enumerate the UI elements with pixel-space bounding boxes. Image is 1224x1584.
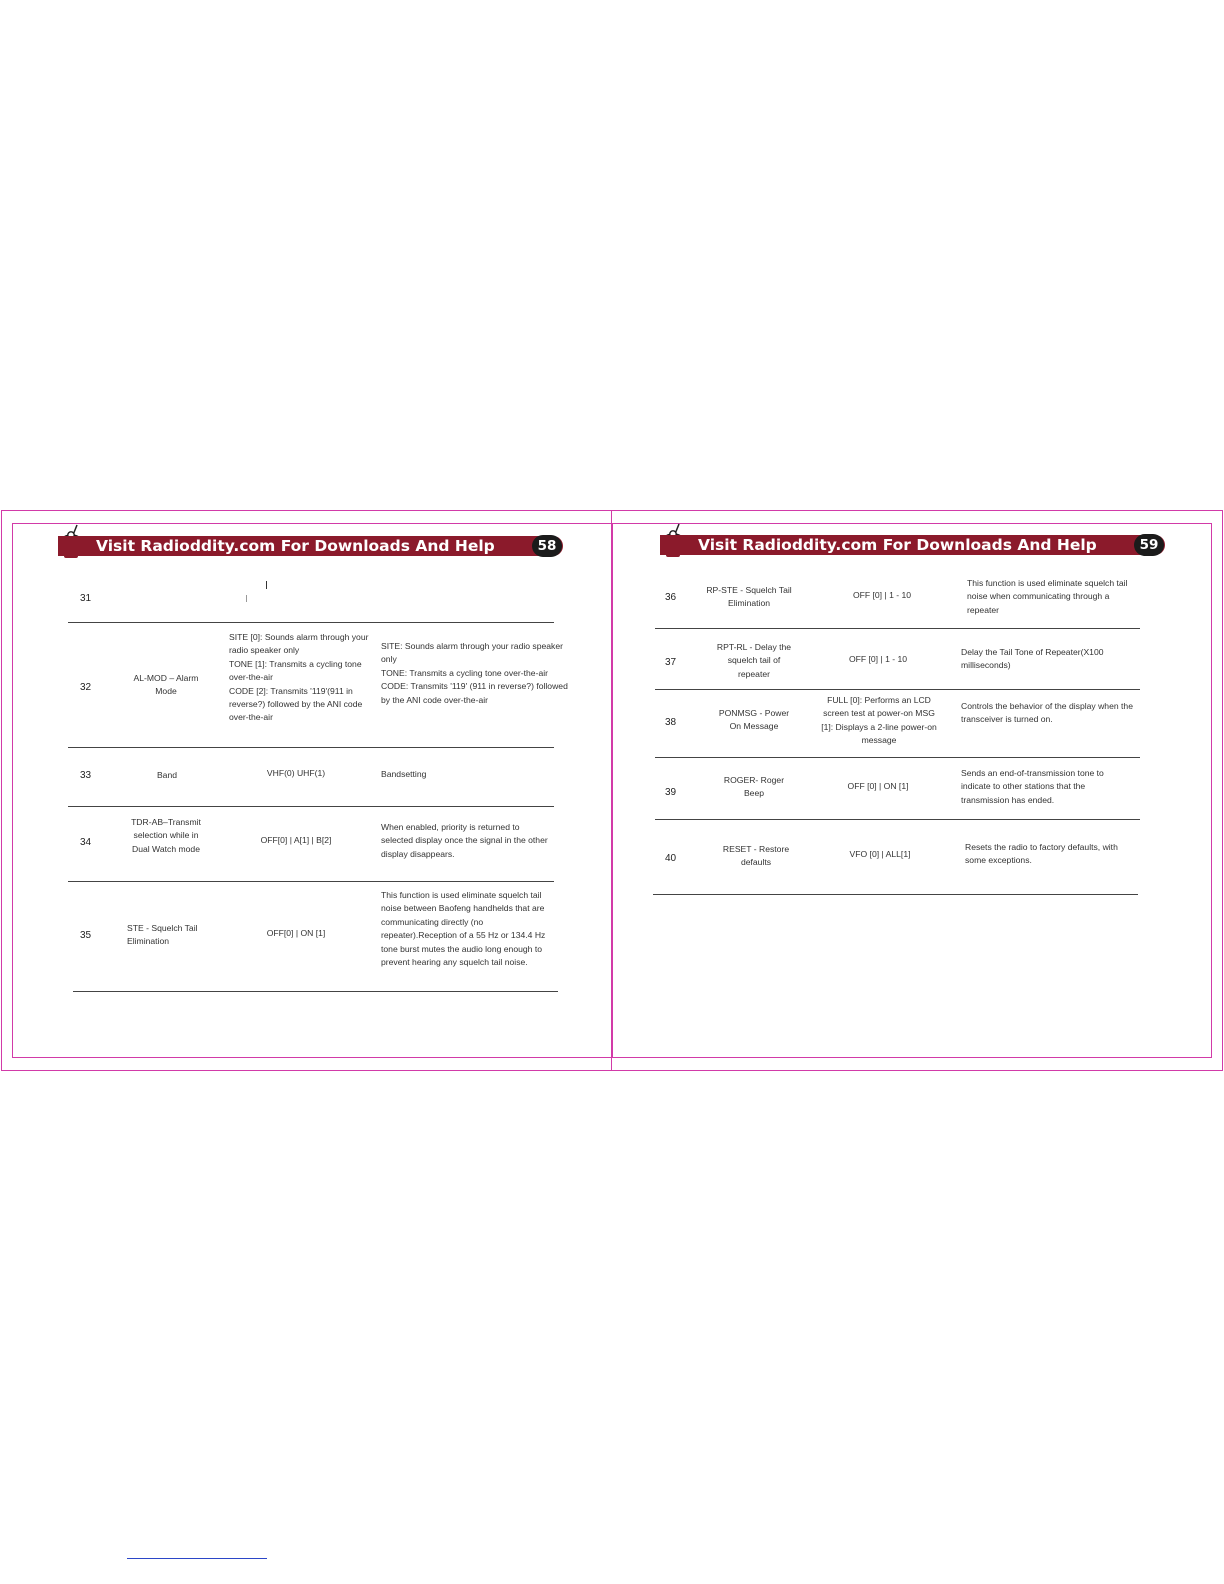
setting-options: OFF[0] | A[1] | B[2] (260, 835, 332, 845)
setting-description: This function is used eliminate squelch tail noise when communicating through a repeater (967, 578, 1128, 615)
header-title: Visit Radioddity.com For Downloads And Help (96, 537, 495, 555)
left-page-frame (12, 523, 612, 1058)
setting-name: RPT-RL - Delay the squelch tail of repeater (716, 642, 792, 679)
item-number: 40 (665, 853, 677, 864)
setting-description: This function is used eliminate squelch tail noise between Baofeng handhelds that are communicating directly (no repeater).Reception of a 55 Hz or 134.4 Hz tone burst mutes the audio long enough to prevent hearing any squelch tail noise. (381, 890, 546, 968)
setting-description: Sends an end-of-transmission tone to indicate to other stations that the transmission has ended. (961, 768, 1104, 805)
setting-name: PONMSG - Power On Message (718, 708, 790, 732)
item-number: 37 (665, 657, 677, 668)
item-number: 36 (665, 592, 677, 603)
setting-name: RP-STE - Squelch Tail Elimination (706, 585, 792, 609)
setting-name: STE - Squelch Tail Elimination (127, 923, 198, 947)
setting-description: Delay the Tail Tone of Repeater(X100 milliseconds) (961, 647, 1104, 671)
setting-description: SITE: Sounds alarm through your radio speaker only TONE: Transmits a cycling tone over-the-air CODE: Transmits '119' (911 in reverse?) followed by the ANI code over-the-air (381, 641, 568, 705)
row-divider (68, 881, 554, 882)
row-divider (655, 757, 1140, 758)
page-number: 59 (1134, 534, 1164, 556)
setting-options: FULL [0]: Performs an LCD screen test at power-on MSG [1]: Displays a 2-line power-on message (821, 695, 937, 746)
item-number: 31 (80, 593, 92, 604)
setting-description: Bandsetting (381, 769, 427, 779)
setting-options: OFF [0] | 1 - 10 (852, 590, 912, 600)
row-divider (655, 628, 1140, 629)
item-number: 38 (665, 717, 677, 728)
header-title: Visit Radioddity.com For Downloads And Help (698, 536, 1097, 554)
setting-description: Resets the radio to factory defaults, with some exceptions. (965, 842, 1118, 866)
setting-name: Band (156, 770, 178, 780)
item-number: 32 (80, 682, 92, 693)
setting-options: VFO [0] | ALL[1] (849, 849, 911, 859)
page-number: 58 (532, 535, 562, 557)
item-number: 33 (80, 770, 92, 781)
row-divider (655, 819, 1140, 820)
header-banner-right (660, 535, 1165, 555)
row-divider (73, 991, 558, 992)
row-divider (68, 622, 554, 623)
setting-options: OFF [0] | ON [1] (847, 781, 909, 791)
footer-underline (127, 1558, 267, 1559)
setting-name: ROGER- Roger Beep (723, 775, 785, 799)
header-banner-left (58, 536, 563, 556)
item-number: 35 (80, 930, 92, 941)
item-number: 34 (80, 837, 92, 848)
setting-options: OFF [0] | 1 - 10 (848, 654, 908, 664)
setting-name: AL-MOD – Alarm Mode (133, 673, 199, 697)
cell-mark (246, 595, 247, 602)
row-divider (68, 747, 554, 748)
row-divider (68, 806, 554, 807)
item-number: 39 (665, 787, 677, 798)
setting-name: TDR-AB–Transmit selection while in Dual Watch mode (131, 817, 201, 854)
cell-mark (266, 581, 267, 589)
setting-description: When enabled, priority is returned to selected display once the signal in the other display disappears. (381, 822, 548, 859)
setting-options: VHF(0) UHF(1) (266, 768, 326, 778)
row-divider (653, 894, 1138, 895)
setting-name: RESET - Restore defaults (722, 844, 790, 868)
setting-options: SITE [0]: Sounds alarm through your radio speaker only TONE [1]: Transmits a cycling tone over-the-air CODE [2]: Transmits '119'(911 in reverse?) followed by the ANI code over-the-air (229, 632, 369, 723)
row-divider (655, 689, 1140, 690)
setting-description: Controls the behavior of the display when the transceiver is turned on. (961, 701, 1133, 725)
setting-options: OFF[0] | ON [1] (266, 928, 326, 938)
